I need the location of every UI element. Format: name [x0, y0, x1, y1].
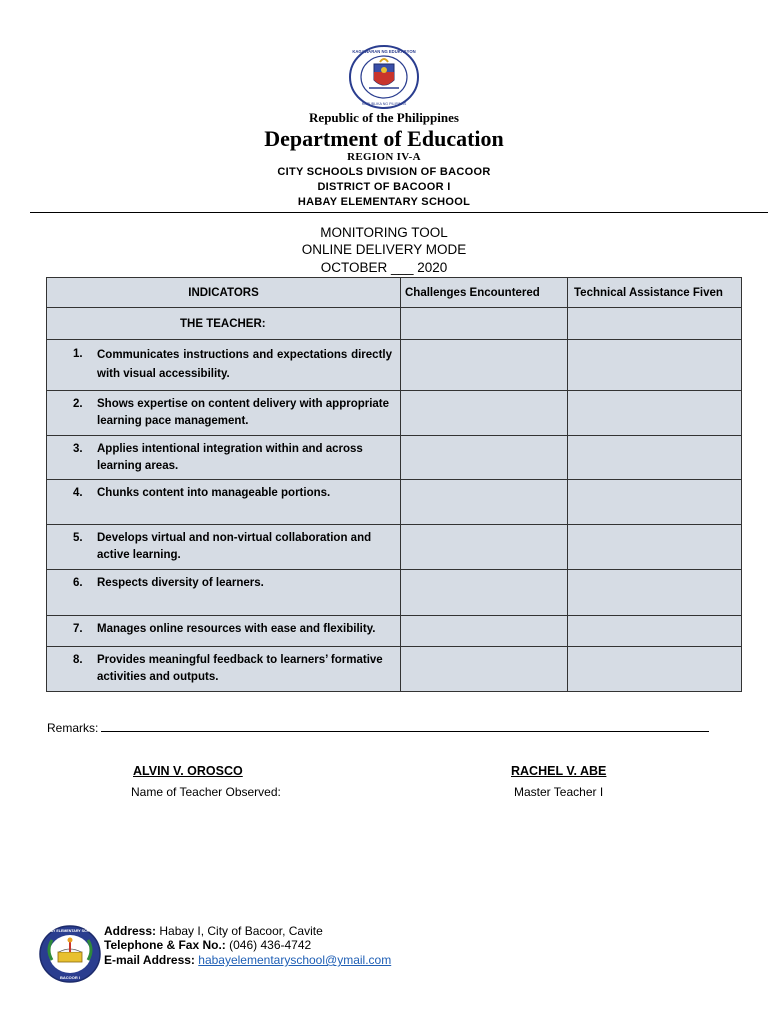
row-number: 1.	[73, 348, 83, 360]
master-teacher-role: Master Teacher I	[514, 785, 604, 799]
teacher-name: ALVIN V. OROSCO	[133, 764, 243, 778]
assistance-cell	[568, 436, 742, 480]
delivery-mode-title: ONLINE DELIVERY MODE	[301, 242, 467, 257]
master-teacher-name: RACHEL V. ABE	[511, 764, 607, 778]
remarks-field	[47, 720, 709, 735]
challenges-cell	[401, 647, 568, 692]
footer-email	[104, 953, 391, 968]
logo-ring-text: HABAY ELEMENTARY SCHOOL	[42, 929, 98, 933]
table-row	[47, 340, 742, 391]
row-number: 3.	[73, 443, 83, 455]
district-text: DISTRICT OF BACOOR I	[317, 181, 451, 193]
division-text: CITY SCHOOLS DIVISION OF BACOOR	[277, 166, 491, 178]
row-text: Shows expertise on content delivery with appropriate learning pace management.	[97, 398, 390, 427]
table-row	[47, 616, 742, 647]
row-number: 4.	[73, 487, 83, 499]
logo-bottom-text: BACOOR I	[60, 975, 80, 980]
remarks-label: Remarks:	[47, 721, 99, 735]
assistance-cell	[568, 647, 742, 692]
table-row	[47, 525, 742, 570]
assistance-cell	[568, 480, 742, 525]
remarks-blank-line	[101, 720, 709, 732]
address-label: Address:	[104, 924, 157, 938]
row-number: 2.	[73, 398, 83, 410]
row-text: Manages online resources with ease and flexibility.	[97, 623, 376, 635]
region-text: REGION IV-A	[347, 151, 421, 163]
table-row	[47, 436, 742, 480]
email-link[interactable]: habayelementaryschool@ymail.com	[198, 953, 392, 967]
teacher-role: Name of Teacher Observed:	[131, 785, 281, 799]
table-row	[47, 570, 742, 616]
row-text: Respects diversity of learners.	[97, 577, 264, 589]
row-number: 6.	[73, 577, 83, 589]
email-label: E-mail Address:	[104, 953, 195, 967]
row-text: Applies intentional integration within and across learning areas.	[97, 443, 363, 472]
section-label: THE TEACHER:	[47, 308, 401, 340]
month-title: OCTOBER ___ 2020	[320, 260, 448, 275]
department-title: Department of Education	[264, 126, 504, 151]
school-logo	[38, 924, 102, 984]
challenges-cell	[401, 340, 568, 391]
indicators-header: INDICATORS	[47, 278, 401, 308]
phone-value: (046) 436-4742	[229, 938, 312, 952]
row-number: 5.	[73, 532, 83, 544]
table-row	[47, 391, 742, 436]
challenges-cell	[401, 391, 568, 436]
assistance-cell	[568, 525, 742, 570]
challenges-cell	[401, 616, 568, 647]
phone-label: Telephone & Fax No.:	[104, 938, 226, 952]
republic-text: Republic of the Philippines	[309, 110, 459, 125]
assistance-cell	[568, 391, 742, 436]
row-number: 8.	[73, 654, 83, 666]
assistance-cell	[568, 308, 742, 340]
header-divider	[30, 212, 768, 213]
table-header-row	[47, 278, 742, 308]
challenges-header: Challenges Encountered	[401, 278, 568, 308]
footer-address	[104, 924, 323, 939]
table-row	[47, 647, 742, 692]
assistance-cell	[568, 616, 742, 647]
challenges-cell	[401, 480, 568, 525]
seal-bottom-text: REPUBLIKA NG PILIPINAS	[361, 102, 407, 106]
challenges-cell	[401, 570, 568, 616]
row-text: Chunks content into manageable portions.	[97, 487, 331, 499]
challenges-cell	[401, 525, 568, 570]
section-row	[47, 308, 742, 340]
indicator-table	[46, 277, 742, 692]
deped-seal-logo	[347, 44, 421, 110]
challenges-cell	[401, 436, 568, 480]
row-text: Communicates instructions and expectations directly with visual accessibility.	[97, 349, 392, 380]
challenges-cell	[401, 308, 568, 340]
row-text: Provides meaningful feedback to learners’ formative activities and outputs.	[97, 654, 383, 683]
address-value: Habay I, City of Bacoor, Cavite	[159, 924, 323, 938]
school-text: HABAY ELEMENTARY SCHOOL	[297, 196, 471, 208]
tool-title: MONITORING TOOL	[320, 225, 448, 240]
footer-phone	[104, 938, 311, 953]
row-number: 7.	[73, 623, 83, 635]
row-text: Develops virtual and non-virtual collaboration and active learning.	[97, 532, 372, 561]
seal-top-text: KAGAWARAN NG EDUKASYON	[352, 49, 416, 54]
assistance-cell	[568, 570, 742, 616]
assistance-cell	[568, 340, 742, 391]
table-row	[47, 480, 742, 525]
assistance-header: Technical Assistance Fiven	[568, 278, 742, 308]
